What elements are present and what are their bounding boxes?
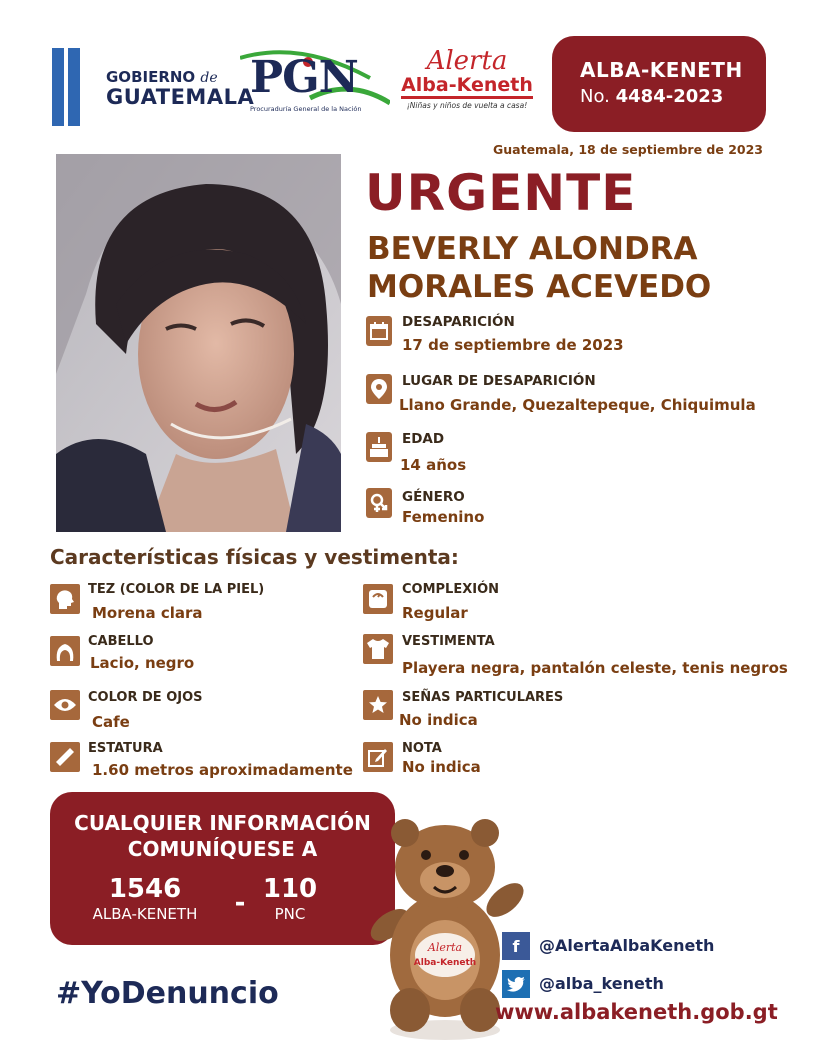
gobierno-logo-bars: [52, 48, 98, 126]
hair-label: CABELLO: [88, 634, 154, 649]
complexion-value: Regular: [402, 604, 468, 622]
alerta-alba-keneth-logo: [397, 48, 537, 120]
gobierno-de: de: [200, 70, 218, 86]
pgn-logo-subtitle: Procuraduría General de la Nación: [250, 105, 362, 113]
star-icon: [363, 690, 393, 720]
alerta-slogan: ¡Niñas y niños de vuelta a casa!: [406, 101, 528, 110]
phone-alba-keneth[interactable]: 1546: [108, 874, 182, 904]
skin-value: Morena clara: [92, 604, 203, 622]
case-number-value: 4484-2023: [615, 86, 724, 107]
twitter-icon[interactable]: [502, 970, 530, 998]
publication-date: Guatemala, 18 de septiembre de 2023: [493, 142, 763, 157]
note-value: No indica: [402, 758, 481, 776]
age-value: 14 años: [400, 456, 467, 474]
disappearance-value: 17 de septiembre de 2023: [402, 336, 624, 354]
case-number-box: [552, 36, 766, 132]
scale-icon: [363, 584, 393, 614]
disappearance-label: DESAPARICIÓN: [402, 314, 515, 330]
skin-label: TEZ (COLOR DE LA PIEL): [88, 582, 265, 597]
height-label: ESTATURA: [88, 741, 163, 756]
missing-person-photo: [56, 154, 341, 532]
website-link[interactable]: www.albakeneth.gob.gt: [495, 1000, 778, 1024]
phone-separator: -: [234, 888, 246, 918]
facebook-icon[interactable]: f: [502, 932, 530, 960]
case-number: [580, 86, 766, 107]
case-title: ALBA-KENETH: [580, 58, 743, 82]
head-profile-icon: [50, 584, 80, 614]
marks-label: SEÑAS PARTICULARES: [402, 690, 564, 705]
age-label: EDAD: [402, 431, 445, 447]
note-icon: [363, 742, 393, 772]
bear-badge-word: Alerta: [427, 941, 463, 954]
phone-pnc-label: PNC: [274, 905, 306, 923]
complexion-label: COMPLEXIÓN: [402, 582, 500, 597]
alerta-name: Alba-Keneth: [401, 74, 533, 99]
person-name-line1: BEVERLY ALONDRA: [367, 231, 698, 267]
case-number-prefix: No.: [580, 86, 610, 107]
location-value: Llano Grande, Quezaltepeque, Chiquimula: [399, 396, 756, 414]
gender-icon: [366, 488, 392, 518]
clothing-label: VESTIMENTA: [402, 634, 495, 649]
pgn-logo-word: PGN: [250, 52, 358, 103]
hair-icon: [50, 636, 80, 666]
person-name: [367, 230, 711, 306]
gender-label: GÉNERO: [402, 489, 465, 505]
clothing-value: Playera negra, pantalón celeste, tenis negros: [402, 659, 788, 677]
contact-line2: COMUNÍQUESE A: [127, 837, 318, 861]
hair-value: Lacio, negro: [90, 654, 195, 672]
calendar-icon: [366, 316, 392, 346]
gobierno-logo: [106, 70, 254, 108]
facebook-handle[interactable]: @AlertaAlbaKeneth: [539, 936, 715, 955]
note-label: NOTA: [402, 741, 442, 756]
gobierno-line1: GOBIERNO: [106, 68, 196, 86]
contact-box: [50, 792, 395, 945]
location-pin-icon: [366, 374, 392, 404]
alerta-word: Alerta: [426, 46, 508, 76]
ruler-icon: [50, 742, 80, 772]
tshirt-icon: [363, 634, 393, 664]
gobierno-line2: GUATEMALA: [106, 84, 255, 109]
phone-alba-keneth-label: ALBA-KENETH: [92, 905, 198, 923]
bear-badge-name: Alba-Keneth: [413, 958, 477, 968]
urgent-title: URGENTE: [365, 164, 637, 222]
characteristics-title: Características físicas y vestimenta:: [50, 545, 459, 569]
location-label: LUGAR DE DESAPARICIÓN: [402, 373, 596, 389]
person-name-line2: MORALES ACEVEDO: [367, 269, 712, 305]
eye-color-value: Cafe: [92, 713, 130, 731]
contact-line1: CUALQUIER INFORMACIÓN: [74, 811, 371, 835]
height-value: 1.60 metros aproximadamente: [92, 761, 353, 779]
hashtag: #YoDenuncio: [56, 976, 279, 1011]
phone-pnc[interactable]: 110: [262, 874, 318, 904]
twitter-handle[interactable]: @alba_keneth: [539, 974, 664, 993]
gender-value: Femenino: [402, 508, 485, 526]
eye-color-label: COLOR DE OJOS: [88, 690, 203, 705]
marks-value: No indica: [399, 711, 478, 729]
birthday-cake-icon: [366, 432, 392, 462]
eye-icon: [50, 690, 80, 720]
